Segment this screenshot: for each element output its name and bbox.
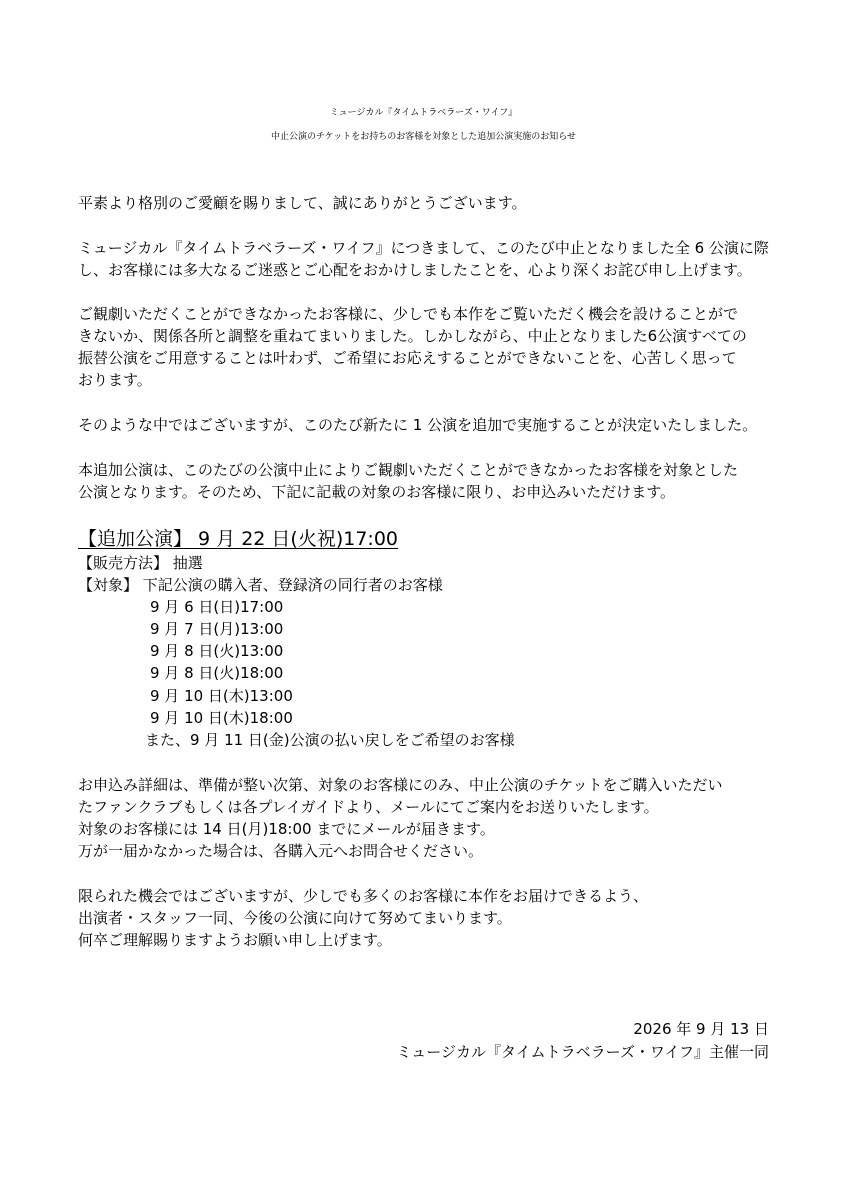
eligible-performance-date: 9 月 8 日(火)18:00	[150, 664, 284, 682]
adjustment-paragraph-line: きないか、関係各所と調整を重ねてまいりました。しかしながら、中止となりました6公演すべての	[78, 327, 747, 345]
apology-paragraph-line: し、お客様には多大なるご迷惑とご心配をおかけしましたことを、心より深くお詫び申し上げます。	[78, 261, 752, 279]
organizer-signature: ミュージカル『タイムトラベラーズ・ワイフ』主催一同	[396, 1043, 769, 1061]
eligible-performance-date: 9 月 10 日(木)18:00	[150, 709, 293, 727]
closing-paragraph-line: 限られた機会ではございますが、少しでも多くのお客様に本作をお届けできるよう、	[78, 887, 649, 905]
greeting-paragraph: 平素より格別のご愛顧を賜りまして、誠にありがとうございます。	[78, 194, 527, 212]
decision-paragraph: そのような中ではございますが、このたび新たに 1 公演を追加で実施することが決定いたしました。	[78, 416, 758, 434]
closing-paragraph-line: 出演者・スタッフ一同、今後の公演に向けて努めてまいります。	[78, 909, 512, 927]
title-line-1: ミュージカル『タイムトラベラーズ・ワイフ』	[329, 108, 518, 118]
application-details-line: たファンクラブもしくは各プレイガイドより、メールにてご案内をお送りいたします。	[78, 798, 659, 816]
closing-paragraph-line: 何卒ご理解賜りますようお願い申し上げます。	[78, 931, 392, 949]
eligible-performance-date: 9 月 8 日(火)13:00	[150, 642, 284, 660]
notice-date: 2026 年 9 月 13 日	[633, 1020, 769, 1038]
eligible-performance-date: 9 月 7 日(月)13:00	[150, 620, 284, 638]
target-paragraph-line: 公演となります。そのため、下記に記載の対象のお客様に限り、お申込みいただけます。	[78, 483, 676, 501]
sales-method: 【販売方法】 抽選	[78, 554, 203, 572]
adjustment-paragraph-line: ご観劇いただくことができなかったお客様に、少しでも本作をご覧いただく機会を設けることがで	[78, 305, 739, 323]
eligible-performance-date: 9 月 6 日(日)17:00	[150, 598, 284, 616]
application-details-line: お申込み詳細は、準備が整い次第、対象のお客様にのみ、中止公演のチケットをご購入いただい	[78, 776, 723, 794]
eligible-performance-date: 9 月 10 日(木)13:00	[150, 687, 293, 705]
adjustment-paragraph-line: 振替公演をご用意することは叶わず、ご希望にお応えすることができないことを、心苦しく思って	[78, 349, 737, 367]
apology-paragraph-line: ミュージカル『タイムトラベラーズ・ワイフ』につきまして、このたび中止となりました全 6 公演に際	[78, 239, 769, 257]
target-paragraph-line: 本追加公演は、このたびの公演中止によりご観劇いただくことができなかったお客様を対象とした	[78, 461, 739, 479]
application-details-line: 対象のお客様には 14 日(月)18:00 までにメールが届きます。	[78, 820, 495, 838]
application-details-line: 万が一届かなかった場合は、各購入元へお問合せください。	[78, 842, 484, 860]
refund-note: また、9 月 11 日(金)公演の払い戻しをご希望のお客様	[145, 731, 515, 749]
additional-performance-heading: 【追加公演】 9 月 22 日(火祝)17:00	[78, 528, 399, 550]
title-line-2: 中止公演のチケットをお持ちのお客様を対象とした追加公演実施のお知らせ	[271, 132, 576, 142]
adjustment-paragraph-line: おります。	[78, 371, 152, 389]
target-customers: 【対象】 下記公演の購入者、登録済の同行者のお客様	[78, 576, 443, 594]
